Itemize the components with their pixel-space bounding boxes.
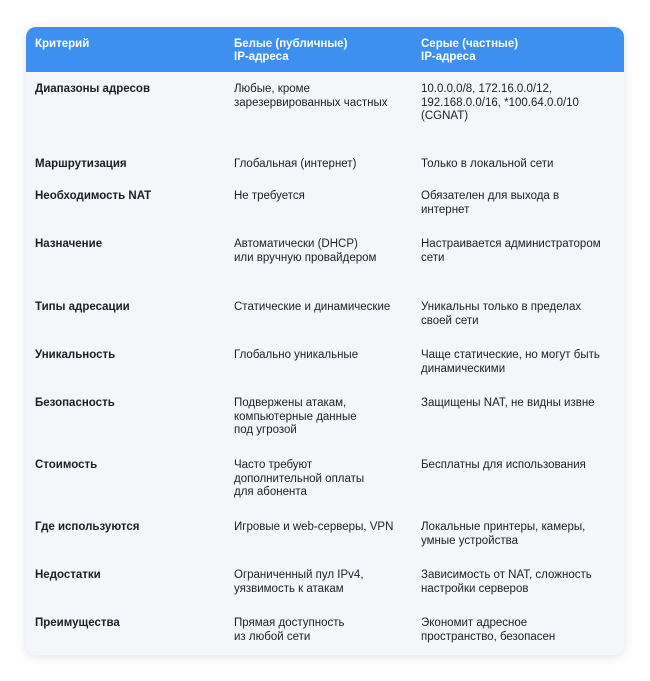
private-ip-cell: Экономит адресное пространство, безопасен [421,617,556,643]
public-ip-cell: Глобально уникальные [234,349,359,361]
comparison-table [26,27,624,655]
private-ip-cell: Защищены NAT, не видны извне [421,397,595,409]
criterion-cell: Недостатки [35,569,101,581]
public-ip-cell: Автоматически (DHCP) или вручную провайдером [234,238,377,264]
criterion-cell: Диапазоны адресов [35,83,151,95]
criterion-cell: Необходимость NAT [35,190,152,202]
public-ip-cell: Подвержены атакам, компьютерные данные под угрозой [234,397,357,436]
private-ip-cell: Настраивается администратором сети [421,238,601,264]
private-ip-cell: 10.0.0.0/8, 172.16.0.0/12, 192.168.0.0/16, *100.64.0.0/10 (CGNAT) [421,83,579,122]
private-ip-cell: Чаще статические, но могут быть динамическими [421,349,600,375]
public-ip-cell: Любые, кроме зарезервированных частных [234,83,388,109]
criterion-cell: Преимущества [35,617,120,629]
header-criterion: Критерий [35,38,90,50]
private-ip-cell: Обязателен для выхода в интернет [421,190,560,216]
private-ip-cell: Зависимость от NAT, сложность настройки серверов [421,569,592,595]
criterion-cell: Где используются [35,521,140,533]
public-ip-cell: Статические и динамические [234,301,391,313]
criterion-cell: Типы адресации [35,301,130,313]
criterion-cell: Уникальность [35,349,116,361]
public-ip-cell: Игровые и web-серверы, VPN [234,521,394,533]
private-ip-cell: Бесплатны для использования [421,459,586,471]
criterion-cell: Стоимость [35,459,98,471]
table-header [26,27,624,72]
header-private-ip: Серые (частные) IP-адреса [421,38,519,63]
private-ip-cell: Только в локальной сети [421,158,554,170]
public-ip-cell: Прямая доступность из любой сети [234,617,345,643]
public-ip-cell: Глобальная (интернет) [234,158,357,170]
public-ip-cell: Часто требуют дополнительной оплаты для абонента [234,459,365,498]
public-ip-cell: Ограниченный пул IPv4, уязвимость к атакам [234,569,364,595]
private-ip-cell: Уникальны только в пределах своей сети [421,301,582,327]
header-public-ip: Белые (публичные) IP-адреса [234,38,348,63]
criterion-cell: Безопасность [35,397,115,409]
criterion-cell: Назначение [35,238,103,250]
criterion-cell: Маршрутизация [35,158,127,170]
public-ip-cell: Не требуется [234,190,305,202]
private-ip-cell: Локальные принтеры, камеры, умные устройства [421,521,586,547]
